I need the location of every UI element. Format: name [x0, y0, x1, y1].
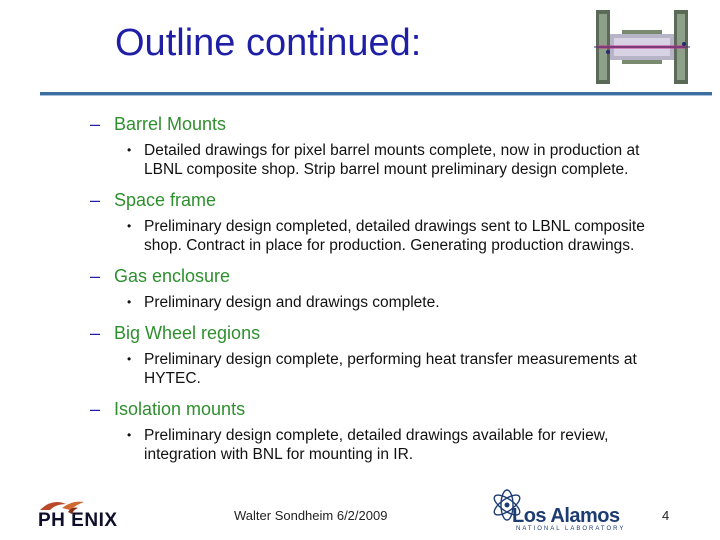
outline-detail: Preliminary design completed, detailed drawings sent to LBNL composite shop. Contract in place for production. Generating production drawings. [144, 218, 645, 254]
outline-item [90, 113, 670, 179]
dash-bullet: – [90, 399, 101, 419]
phenix-logo-text: PH ENIX [38, 510, 118, 531]
outline-detail: Preliminary design and drawings complete. [144, 294, 440, 311]
bullet-icon: • [127, 352, 132, 366]
outline-heading: Space frame [114, 190, 217, 210]
outline-heading: Isolation mounts [114, 399, 246, 419]
outline-heading: Barrel Mounts [114, 114, 227, 134]
los-alamos-logo-subtext: NATIONAL LABORATORY [516, 526, 626, 532]
outline-item [90, 189, 670, 255]
outline-list [90, 113, 670, 464]
outline-heading: Gas enclosure [114, 266, 231, 286]
dash-bullet: – [90, 190, 101, 210]
bullet-icon: • [127, 428, 132, 442]
dash-bullet: – [90, 323, 101, 343]
footer-author-date: Walter Sondheim 6/2/2009 [234, 508, 388, 523]
outline-detail: Preliminary design complete, performing heat transfer measurements at HYTEC. [144, 351, 637, 387]
dash-bullet: – [90, 266, 101, 286]
bullet-icon: • [127, 219, 132, 233]
outline-heading: Big Wheel regions [114, 323, 261, 343]
outline-item [90, 398, 670, 464]
los-alamos-logo [490, 488, 640, 536]
los-alamos-logo-text: Los Alamos [512, 505, 620, 527]
outline-detail: Preliminary design complete, detailed drawings available for review, integration with BNL for mounting in IR. [144, 427, 609, 463]
slide-title: Outline continued: [115, 22, 422, 64]
outline-item [90, 265, 670, 312]
title-divider [40, 92, 712, 95]
outline-item [90, 322, 670, 388]
bullet-icon: • [127, 143, 132, 157]
dash-bullet: – [90, 114, 101, 134]
phenix-logo [32, 496, 142, 532]
page-number: 4 [662, 508, 670, 523]
outline-detail: Detailed drawings for pixel barrel mounts complete, now in production at LBNL composite shop. Strip barrel mount preliminary design complete. [144, 142, 640, 178]
bullet-icon: • [127, 295, 132, 309]
detector-illustration [592, 4, 692, 90]
